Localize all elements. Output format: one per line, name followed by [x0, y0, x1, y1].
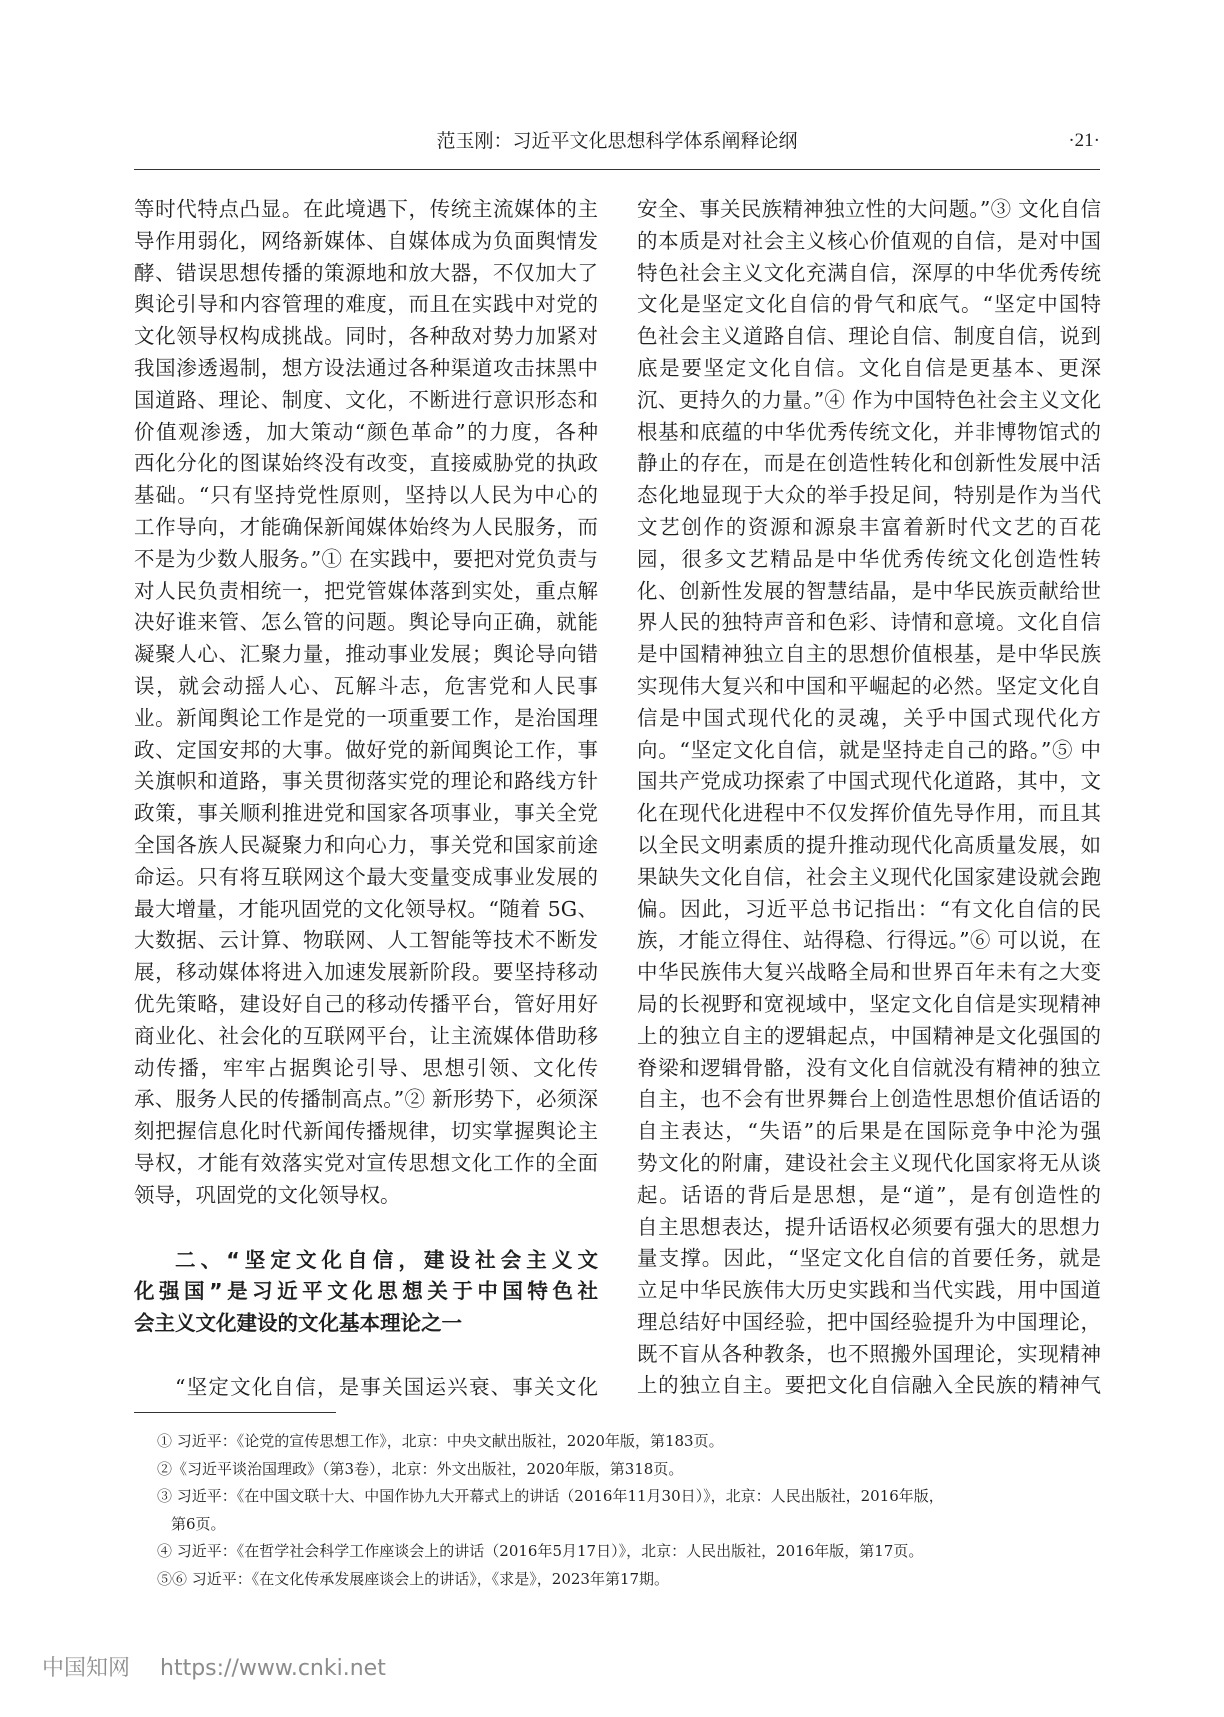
text-line: 全国各族人民凝聚力和向心力，事关党和国家前途 — [134, 832, 598, 857]
footnote: 第6页。 — [171, 1514, 226, 1533]
text-line: 凝聚人心、汇聚力量，推动事业发展；舆论导向错 — [134, 642, 598, 667]
footnote: ②《习近平谈治国理政》（第3卷），北京：外文出版社，2020年版，第318页。 — [157, 1459, 684, 1478]
text-line: 等时代特点凸显。在此境遇下，传统主流媒体的主 — [134, 197, 598, 221]
text-line: 展，移动媒体将进入加速发展新阶段。要坚持移动 — [134, 960, 598, 985]
text-line: 承、服务人民的传播制高点。”② 新形势下，必须深 — [134, 1087, 598, 1112]
text-line: 根基和底蕴的中华优秀传统文化，并非博物馆式的 — [637, 419, 1101, 444]
text-line: 以全民文明素质的提升推动现代化高质量发展，如 — [637, 832, 1101, 857]
text-line: 特色社会主义文化充满自信，深厚的中华优秀传统 — [637, 260, 1101, 285]
text-line: 中华民族伟大复兴战略全局和世界百年未有之大变 — [637, 960, 1101, 985]
text-line: 政、定国安邦的大事。做好党的新闻舆论工作，事 — [134, 737, 598, 762]
text-line: 大数据、云计算、物联网、人工智能等技术不断发 — [134, 928, 598, 953]
text-line: 势文化的附庸，建设社会主义现代化国家将无从谈 — [637, 1150, 1101, 1175]
text-line: 理总结好中国经验，把中国经验提升为中国理论， — [637, 1309, 1101, 1334]
text-line: 决好谁来管、怎么管的问题。舆论导向正确，就能 — [134, 610, 598, 635]
text-line: 上的独立自主。要把文化自信融入全民族的精神气 — [637, 1373, 1101, 1398]
footnotes — [157, 1428, 1107, 1593]
text-line: 立足中华民族伟大历史实践和当代实践，用中国道 — [637, 1278, 1101, 1303]
heading-line: 化强国”是习近平文化思想关于中国特色社 — [134, 1279, 598, 1304]
text-line: 最大增量，才能巩固党的文化领导权。“随着 5G、 — [134, 896, 598, 921]
text-line: 自主思想表达，提升话语权必须要有强大的思想力 — [637, 1214, 1101, 1239]
text-line: 脊梁和逻辑骨骼，没有文化自信就没有精神的独立 — [637, 1055, 1101, 1080]
page-number: ·21· — [1068, 130, 1100, 151]
text-line: 安全、事关民族精神独立性的大问题。”③ 文化自信 — [637, 197, 1101, 221]
text-line: 底是要坚定文化自信。文化自信是更基本、更深 — [637, 355, 1101, 380]
text-line: 业。新闻舆论工作是党的一项重要工作，是治国理 — [134, 705, 598, 730]
text-line: 导作用弱化，网络新媒体、自媒体成为负面舆情发 — [134, 228, 598, 253]
text-line: 自主表达，“失语”的后果是在国际竞争中沦为强 — [637, 1119, 1101, 1144]
text-line: 基础。“只有坚持党性原则，坚持以人民为中心的 — [134, 483, 598, 508]
text-line: 信是中国式现代化的灵魂，关乎中国式现代化方 — [637, 705, 1101, 730]
heading-line: 会主义文化建设的文化基本理论之一 — [134, 1311, 462, 1336]
footnote: ④ 习近平：《在哲学社会科学工作座谈会上的讲话（2016年5月17日）》，北京：人民出版社，2016年版，第17页。 — [157, 1542, 924, 1560]
right-column — [637, 194, 1101, 1402]
text-line: 局的长视野和宽视域中，坚定文化自信是实现精神 — [637, 991, 1101, 1016]
text-line: 是中国精神独立自主的思想价值根基，是中华民族 — [637, 642, 1101, 667]
text-line: 工作导向，才能确保新闻媒体始终为人民服务，而 — [134, 514, 598, 539]
text-line: 文化领导权构成挑战。同时，各种敌对势力加紧对 — [134, 324, 598, 349]
body-paragraph — [134, 194, 598, 1212]
header-divider — [134, 169, 1100, 170]
text-line: 族，才能立得住、站得稳、行得远。”⑥ 可以说，在 — [637, 928, 1101, 953]
text-line: 导权，才能有效落实党对宣传思想文化工作的全面 — [134, 1150, 598, 1175]
watermark-brand: 中国知网 — [42, 1656, 131, 1681]
text-line: 国共产党成功探索了中国式现代化道路，其中，文 — [637, 769, 1101, 794]
text-line: 沉、更持久的力量。”④ 作为中国特色社会主义文化 — [637, 387, 1101, 412]
text-line: 商业化、社会化的互联网平台，让主流媒体借助移 — [134, 1023, 598, 1048]
text-line: 酵、错误思想传播的策源地和放大器，不仅加大了 — [134, 260, 598, 285]
text-line: 文艺创作的资源和源泉丰富着新时代文艺的百花 — [637, 514, 1101, 539]
text-line: 命运。只有将互联网这个最大变量变成事业发展的 — [134, 864, 598, 889]
footnote: ⑤⑥ 习近平：《在文化传承发展座谈会上的讲话》，《求是》，2023年第17期。 — [157, 1569, 670, 1588]
text-line: 起。话语的背后是思想，是“道”，是有创造性的 — [637, 1182, 1101, 1207]
text-line: 界人民的独特声音和色彩、诗情和意境。文化自信 — [637, 610, 1101, 635]
text-line: 价值观渗透，加大策动“颜色革命”的力度，各种 — [134, 419, 598, 444]
text-line: 静止的存在，而是在创造性转化和创新性发展中活 — [637, 451, 1101, 476]
text-line: 西化分化的图谋始终没有改变，直接威胁党的执政 — [134, 451, 598, 476]
text-line: 优先策略，建设好自己的移动传播平台，管好用好 — [134, 991, 598, 1016]
text-line: 园，很多文艺精品是中华优秀传统文化创造性转 — [637, 546, 1101, 571]
running-title: 范玉刚：习近平文化思想科学体系阐释论纲 — [436, 130, 798, 152]
text-line: 偏。因此，习近平总书记指出：“有文化自信的民 — [637, 896, 1101, 921]
text-line: 色社会主义道路自信、理论自信、制度自信，说到 — [637, 324, 1101, 349]
text-line: 误，就会动摇人心、瓦解斗志，危害党和人民事 — [134, 673, 598, 698]
body-paragraph — [637, 194, 1101, 1402]
text-line: 化在现代化进程中不仅发挥价值先导作用，而且其 — [637, 801, 1101, 826]
footnote: ① 习近平：《论党的宣传思想工作》，北京：中央文献出版社，2020年版，第183页。 — [157, 1432, 724, 1450]
text-line: 舆论引导和内容管理的难度，而且在实践中对党的 — [134, 292, 598, 317]
text-line: “坚定文化自信，是事关国运兴衰、事关文化 — [175, 1374, 598, 1399]
left-column — [134, 194, 598, 1404]
body-paragraph — [134, 1372, 598, 1404]
text-line: 果缺失文化自信，社会主义现代化国家建设就会跑 — [637, 864, 1101, 889]
heading-line: 二、“坚定文化自信，建设社会主义文 — [175, 1247, 598, 1272]
footnote-divider — [134, 1412, 336, 1413]
text-line: 领导，巩固党的文化领导权。 — [134, 1182, 401, 1207]
text-line: 上的独立自主的逻辑起点，中国精神是文化强国的 — [637, 1023, 1101, 1048]
text-line: 关旗帜和道路，事关贯彻落实党的理论和路线方针 — [134, 769, 598, 794]
text-line: 我国渗透遏制，想方设法通过各种渠道攻击抹黑中 — [134, 355, 598, 380]
text-line: 实现伟大复兴和中国和平崛起的必然。坚定文化自 — [637, 673, 1101, 698]
text-line: 动传播，牢牢占据舆论引导、思想引领、文化传 — [134, 1055, 598, 1080]
text-line: 刻把握信息化时代新闻传播规律，切实掌握舆论主 — [134, 1119, 598, 1144]
text-line: 的本质是对社会主义核心价值观的自信，是对中国 — [637, 228, 1101, 253]
text-line: 对人民负责相统一，把党管媒体落到实处，重点解 — [134, 578, 598, 603]
text-line: 政策，事关顺利推进党和国家各项事业，事关全党 — [134, 801, 598, 826]
section-heading — [134, 1245, 598, 1340]
text-line: 量支撑。因此，“坚定文化自信的首要任务，就是 — [637, 1246, 1101, 1271]
text-line: 态化地显现于大众的举手投足间，特别是作为当代 — [637, 483, 1101, 508]
text-line: 不是为少数人服务。”① 在实践中，要把对党负责与 — [134, 546, 598, 571]
cnki-watermark — [42, 1654, 416, 1684]
text-line: 化、创新性发展的智慧结晶，是中华民族贡献给世 — [637, 578, 1101, 603]
text-line: 既不盲从各种教条，也不照搬外国理论，实现精神 — [637, 1341, 1101, 1366]
text-line: 文化是坚定文化自信的骨气和底气。“坚定中国特 — [637, 292, 1101, 317]
text-line: 自主，也不会有世界舞台上创造性思想价值话语的 — [637, 1087, 1101, 1112]
footnote: ③ 习近平：《在中国文联十大、中国作协九大开幕式上的讲话（2016年11月30日）》，北京：人民出版社，2016年版， — [157, 1487, 944, 1505]
text-line: 向。“坚定文化自信，就是坚持走自己的路。”⑤ 中 — [637, 737, 1101, 762]
text-line: 国道路、理论、制度、文化，不断进行意识形态和 — [134, 387, 598, 412]
watermark-url: https://www.cnki.net — [160, 1656, 386, 1681]
